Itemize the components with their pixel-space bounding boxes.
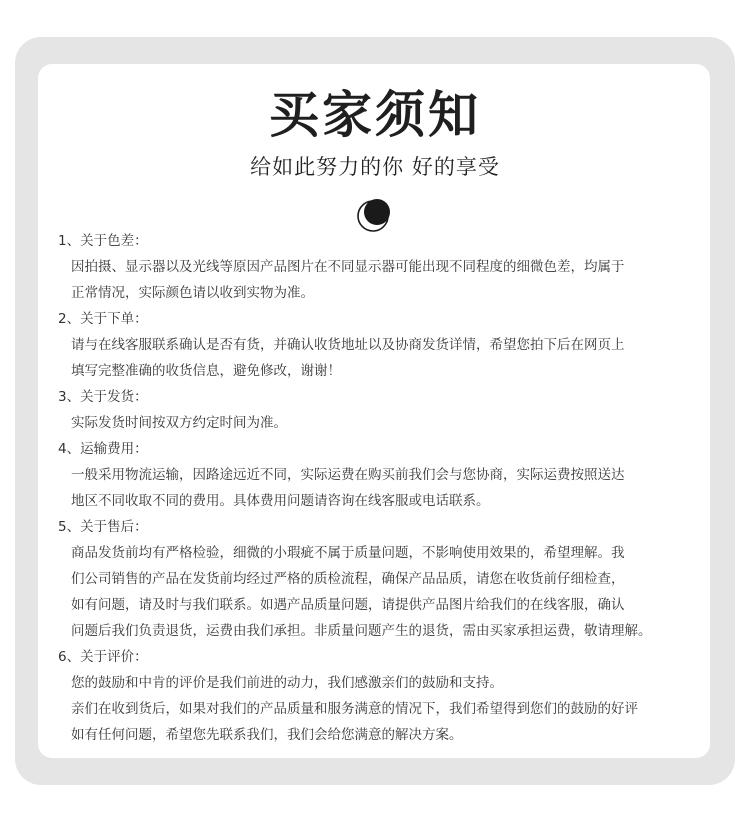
page-title: 买家须知 (269, 86, 481, 144)
section-heading: 1、关于色差： (58, 233, 148, 249)
notice-section (58, 514, 718, 644)
section-text-line: 如有问题，请及时与我们联系。如遇产品质量问题，请提供产品图片给我们的在线客服，确认 (71, 597, 625, 613)
section-text-line: 问题后我们负责退货，运费由我们承担。非质量问题产生的退货，需由买家承担运费，敬请理解。 (71, 623, 652, 639)
section-text-line: 填写完整准确的收货信息，避免修改，谢谢！ (71, 363, 341, 379)
section-heading: 4、运输费用： (58, 441, 148, 457)
notice-section (58, 384, 718, 436)
notice-section (58, 436, 718, 514)
section-text-line: 实际发货时间按双方约定时间为准。 (71, 415, 287, 431)
section-text-line: 地区不同收取不同的费用。具体费用问题请咨询在线客服或电话联系。 (71, 493, 490, 509)
page-subtitle: 给如此努力的你 好的享受 (250, 155, 500, 179)
section-text-line: 您的鼓励和中肯的评价是我们前进的动力，我们感激亲们的鼓励和支持。 (71, 675, 503, 691)
notice-section (58, 228, 718, 306)
section-text-line: 因拍摄、显示器以及光线等原因产品图片在不同显示器可能出现不同程度的细微色差，均属于 (71, 259, 625, 275)
notice-list (58, 228, 718, 748)
section-text-line: 如有任何问题，希望您先联系我们，我们会给您满意的解决方案。 (71, 727, 463, 743)
section-heading: 3、关于发货： (58, 389, 148, 405)
section-heading: 2、关于下单： (58, 311, 148, 327)
section-text-line: 正常情况，实际颜色请以收到实物为准。 (71, 285, 314, 301)
section-heading: 5、关于售后： (58, 519, 148, 535)
section-text-line: 请与在线客服联系确认是否有货，并确认收货地址以及协商发货详情，希望您拍下后在网页上 (71, 337, 625, 353)
section-text-line: 们公司销售的产品在发货前均经过严格的质检流程，确保产品品质，请您在收货前仔细检查， (71, 571, 625, 587)
notice-section (58, 306, 718, 384)
notice-section (58, 644, 718, 748)
section-text-line: 一般采用物流运输，因路途远近不同，实际运费在购买前我们会与您协商，实际运费按照送达 (71, 467, 625, 483)
section-text-line: 亲们在收到货后，如果对我们的产品质量和服务满意的情况下，我们希望得到您们的鼓励的好评 (71, 701, 638, 717)
section-text-line: 商品发货前均有严格检验，细微的小瑕疵不属于质量问题，不影响使用效果的，希望理解。我 (71, 545, 625, 561)
section-heading: 6、关于评价： (58, 649, 148, 665)
